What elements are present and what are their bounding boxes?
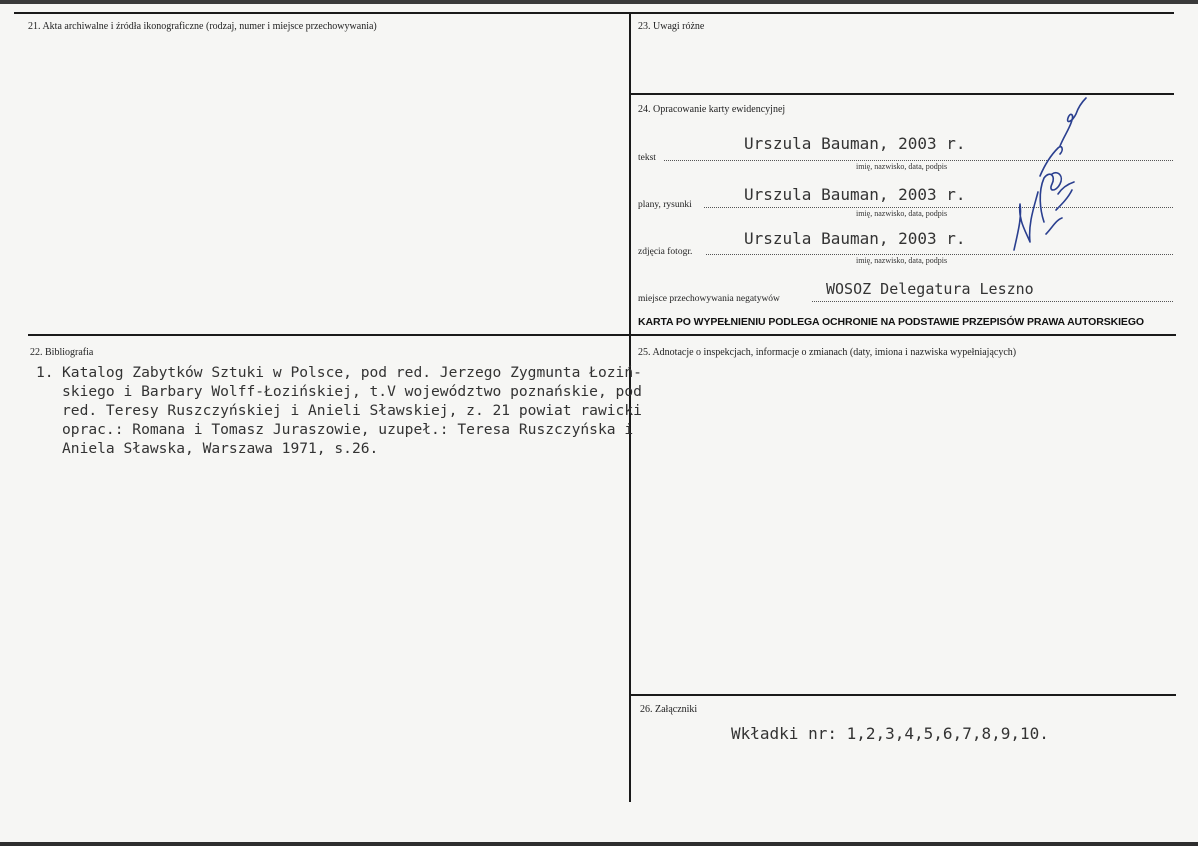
bibliography-line: oprac.: Romana i Tomasz Juraszowie, uzupeł.: Teresa Ruszczyńska i <box>62 421 634 438</box>
divider-23-24 <box>630 93 1174 95</box>
bibliography-line: Katalog Zabytków Sztuki w Polsce, pod red. Jerzego Zygmunta Łoziń- <box>62 364 642 381</box>
row-zdjecia-value: Urszula Bauman, 2003 r. <box>744 229 966 248</box>
negatives-line <box>812 301 1173 302</box>
row-plany-value: Urszula Bauman, 2003 r. <box>744 185 966 204</box>
section-21-label: 21. Akta archiwalne i źródła ikonograficzne (rodzaj, numer i miejsce przechowywania) <box>28 21 377 32</box>
bibliography-line: red. Teresy Ruszczyńskiej i Anieli Sławskiej, z. 21 powiat rawicki <box>62 402 642 419</box>
section-22-label: 22. Bibliografia <box>30 347 94 358</box>
row-tekst-hint: imię, nazwisko, data, podpis <box>856 162 948 171</box>
bibliography-line: skiego i Barbary Wolff-Łozińskiej, t.V województwo poznańskie, pod <box>62 383 642 400</box>
bibliography-entry <box>36 363 642 458</box>
section-24-label: 24. Opracowanie karty ewidencyjnej <box>638 104 786 115</box>
row-tekst-label: tekst <box>638 153 656 163</box>
row-zdjecia-line <box>706 254 1173 255</box>
row-zdjecia-hint: imię, nazwisko, data, podpis <box>856 256 948 265</box>
section-25-label: 25. Adnotacje o inspekcjach, informacje o zmianach (daty, imiona i nazwiska wypełniających) <box>638 347 1017 358</box>
negatives-label: miejsce przechowywania negatywów <box>638 294 780 304</box>
bibliography-entry-number: 1. <box>36 364 54 381</box>
divider-middle <box>28 334 1176 336</box>
negatives-value: WOSOZ Delegatura Leszno <box>826 280 1034 298</box>
handwritten-signature <box>1000 92 1090 262</box>
row-plany-hint: imię, nazwisko, data, podpis <box>856 209 948 218</box>
divider-25-26 <box>630 694 1176 696</box>
section-23-label: 23. Uwagi różne <box>638 21 705 32</box>
row-tekst-value: Urszula Bauman, 2003 r. <box>744 134 966 153</box>
row-plany-line <box>704 207 1173 208</box>
bibliography-line: Aniela Sławska, Warszawa 1971, s.26. <box>62 440 379 457</box>
scan-edge-top <box>0 0 1198 4</box>
top-border-left <box>14 12 630 14</box>
section-26-label: 26. Załączniki <box>640 704 698 715</box>
copyright-notice: KARTA PO WYPEŁNIENIU PODLEGA OCHRONIE NA PODSTAWIE PRZEPISÓW PRAWA AUTORSKIEGO <box>638 316 1144 328</box>
scan-edge-bottom <box>0 842 1198 846</box>
attachments-value: Wkładki nr: 1,2,3,4,5,6,7,8,9,10. <box>731 724 1049 743</box>
top-border-right <box>630 12 1174 14</box>
row-zdjecia-label: zdjęcia fotogr. <box>638 247 693 257</box>
row-tekst-line <box>664 160 1173 161</box>
row-plany-label: plany, rysunki <box>638 200 692 210</box>
